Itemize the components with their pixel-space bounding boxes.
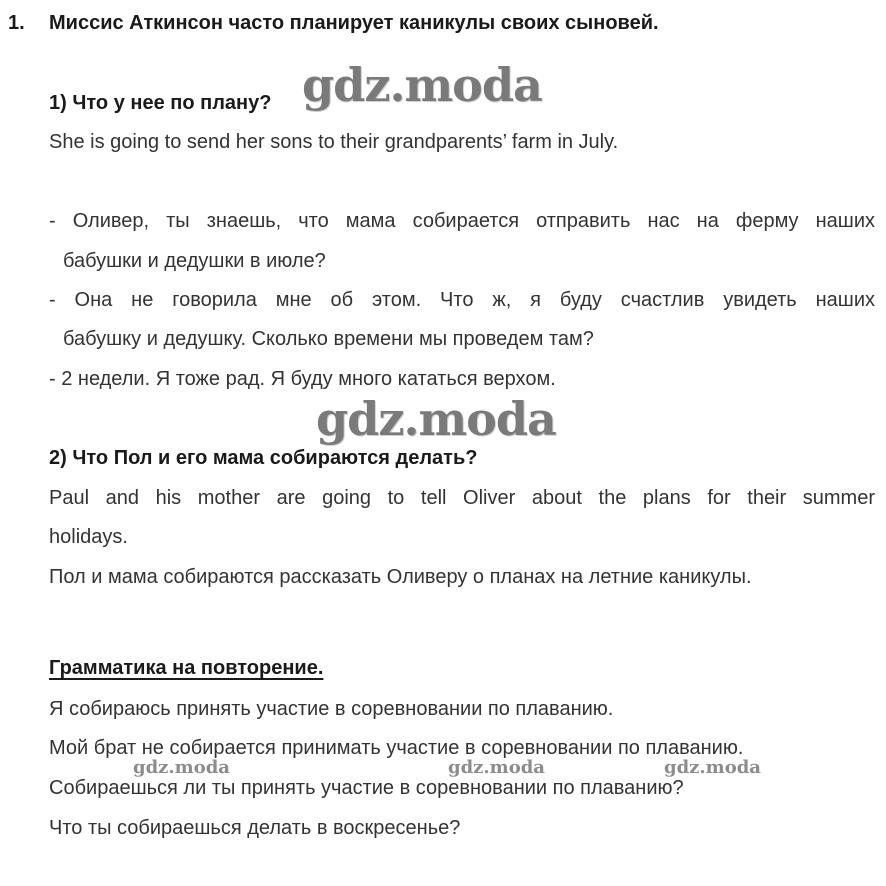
dialogue-line-1: - Оливер, ты знаешь, что мама собирается отправить нас на ферму наших xyxy=(49,210,875,232)
grammar-sentence-2: Мой брат не собирается принимать участие в соревновании по плаванию. xyxy=(49,737,744,759)
watermark-logo: gdz.moda xyxy=(302,58,542,112)
grammar-sentence-1: Я собираюсь принять участие в соревновании по плаванию. xyxy=(49,698,614,720)
watermark-logo: gdz.moda xyxy=(133,757,230,778)
grammar-heading: Грамматика на повторение. xyxy=(49,657,324,679)
watermark-logo: gdz.moda xyxy=(664,757,761,778)
question-2-heading: 2) Что Пол и его мама собираются делать? xyxy=(49,447,478,469)
question-2-answer-line-1: Paul and his mother are going to tell Oliver about the plans for their summer xyxy=(49,487,875,509)
dialogue-line-2-cont: бабушку и дедушку. Сколько времени мы проведем там? xyxy=(63,328,594,350)
grammar-sentence-3: Собираешься ли ты принять участие в соревновании по плаванию? xyxy=(49,777,684,799)
task-title: Миссис Аткинсон часто планирует каникулы своих сыновей. xyxy=(49,12,659,34)
dialogue-line-1-cont: бабушки и дедушки в июле? xyxy=(63,250,326,272)
question-1-answer: She is going to send her sons to their grandparents’ farm in July. xyxy=(49,131,619,153)
question-1-heading: 1) Что у нее по плану? xyxy=(49,92,272,114)
watermark-logo: gdz.moda xyxy=(316,392,556,446)
question-2-translation: Пол и мама собираются рассказать Оливеру о планах на летние каникулы. xyxy=(49,566,752,588)
question-2-answer-line-2: holidays. xyxy=(49,526,128,548)
grammar-sentence-4: Что ты собираешься делать в воскресенье? xyxy=(49,817,461,839)
dialogue-line-2: - Она не говорила мне об этом. Что ж, я буду счастлив увидеть наших xyxy=(49,289,875,311)
watermark-logo: gdz.moda xyxy=(448,757,545,778)
task-number: 1. xyxy=(8,12,25,34)
dialogue-line-3: - 2 недели. Я тоже рад. Я буду много кататься верхом. xyxy=(49,368,556,390)
